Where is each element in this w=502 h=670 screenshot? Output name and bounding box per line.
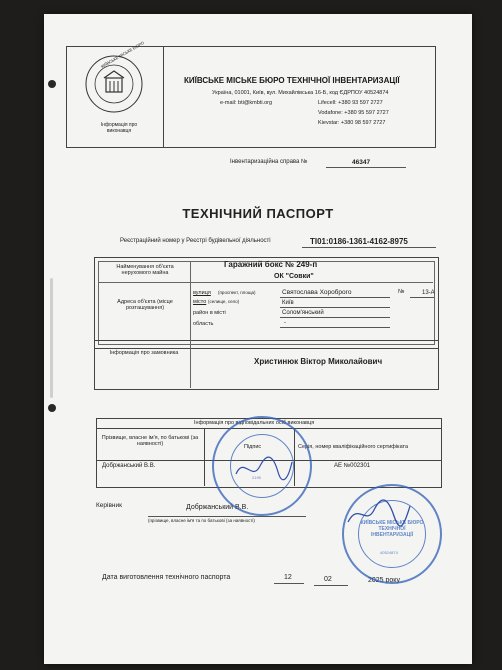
- house-no-value: 13-А: [422, 290, 435, 296]
- executors-col-certificate: Серія, номер кваліфікаційного сертифіката: [298, 444, 409, 450]
- head-signature: [344, 496, 414, 530]
- bureau-stamp-text: КИЇВСЬКЕ МІСЬКЕ БЮРО ТЕХНІЧНОЇ ІНВЕНТАРИЗАЦІЇ: [360, 520, 424, 538]
- date-day-underline: [274, 583, 304, 584]
- stamp-small-code: 2195: [252, 475, 261, 480]
- punch-hole: [48, 404, 56, 412]
- date-label: Дата виготовлення технічного паспорта: [102, 574, 231, 581]
- street-underline: [280, 297, 390, 298]
- city-value: Київ: [282, 300, 294, 306]
- date-year: 2025 року: [368, 577, 400, 584]
- district-value: Солом'янський: [282, 310, 324, 316]
- street-hint: (проспект, площа): [218, 290, 256, 295]
- head-underline: [148, 516, 306, 517]
- executors-header: Інформація про відповідальних осіб виконавця: [194, 420, 315, 426]
- org-address: Україна, 01001, Київ, вул. Михайлівська 16-Б, код ЄДРПОУ 40524874: [212, 90, 389, 96]
- date-day: 12: [284, 574, 292, 581]
- head-hint: (прізвище, власне ім'я та по батькові (за наявності): [148, 518, 255, 523]
- bureau-logo-icon: [84, 54, 144, 114]
- object-table-divider: [190, 261, 191, 343]
- street-label: вулиця: [193, 290, 211, 296]
- region-label: область: [193, 321, 214, 327]
- executors-col-signature: Підпис: [244, 444, 262, 450]
- city-hint: (селище, село): [208, 299, 240, 304]
- region-underline: [280, 327, 390, 328]
- head-label: Керівник: [96, 502, 122, 509]
- region-value: -: [284, 320, 286, 326]
- punch-hole: [48, 80, 56, 88]
- case-number: 46347: [352, 159, 371, 166]
- house-no-label: №: [398, 289, 405, 295]
- document-page: [44, 14, 472, 664]
- org-email: e-mail: bti@kmbti.org: [220, 100, 273, 106]
- object-name-line1: Гаражний бокс № 249-п: [224, 260, 318, 269]
- object-name-label: Найменування об'єкта нерухомого майна: [116, 264, 174, 276]
- executors-col-name: Прізвище, власне ім'я, по батькові (за наявності): [101, 435, 199, 447]
- phone-lifecell: Lifecell: +380 93 597 2727: [318, 100, 383, 106]
- logo-note: Інформація про виконавця: [100, 122, 138, 134]
- object-table-row-line: [98, 282, 433, 283]
- address-label: Адреса об'єкта (місце розташування): [117, 299, 173, 311]
- street-value: Святослава Хороброго: [282, 289, 352, 296]
- executor-certificate: АЕ №002301: [334, 463, 371, 469]
- district-label: район в місті: [193, 310, 226, 316]
- date-month-underline: [314, 585, 348, 586]
- date-month: 02: [324, 576, 332, 583]
- executors-divider-1: [204, 428, 205, 486]
- executor-name: Добржанський В.В.: [102, 463, 156, 469]
- head-name: Добржанський В.В.: [186, 504, 249, 511]
- phone-vodafone: Vodafone: +380 95 597 2727: [318, 110, 389, 116]
- object-name-line2: ОК "Совки": [274, 273, 314, 280]
- customer-divider: [190, 340, 191, 388]
- registry-label: Реєстраційний номер у Реєстрі будівельної діяльності: [120, 238, 271, 244]
- district-underline: [280, 317, 390, 318]
- page-title: ТЕХНІЧНИЙ ПАСПОРТ: [182, 206, 334, 221]
- customer-name: Христинюк Віктор Миколайович: [254, 357, 383, 366]
- city-underline: [280, 307, 390, 308]
- folder-slot: [50, 278, 53, 398]
- case-label: Інвентаризаційна справа №: [230, 159, 308, 165]
- logo-text: КИЇВСЬКЕ МІСЬКЕ БЮРО: [100, 40, 145, 69]
- org-name: КИЇВСЬКЕ МІСЬКЕ БЮРО ТЕХНІЧНОЇ ІНВЕНТАРИЗАЦІЇ: [184, 76, 400, 85]
- registry-underline: [302, 247, 436, 248]
- phone-kievstar: Kievstar: +380 98 597 2727: [318, 120, 386, 126]
- case-underline: [326, 167, 406, 168]
- bureau-stamp-code: 40524874: [380, 550, 398, 555]
- house-no-underline: [410, 297, 434, 298]
- registry-number: ТІ01:0186-1361-4162-8975: [310, 237, 408, 246]
- city-label: місто: [193, 299, 207, 305]
- customer-label: Інформація про замовника: [109, 350, 179, 356]
- executor-signature: [234, 454, 294, 484]
